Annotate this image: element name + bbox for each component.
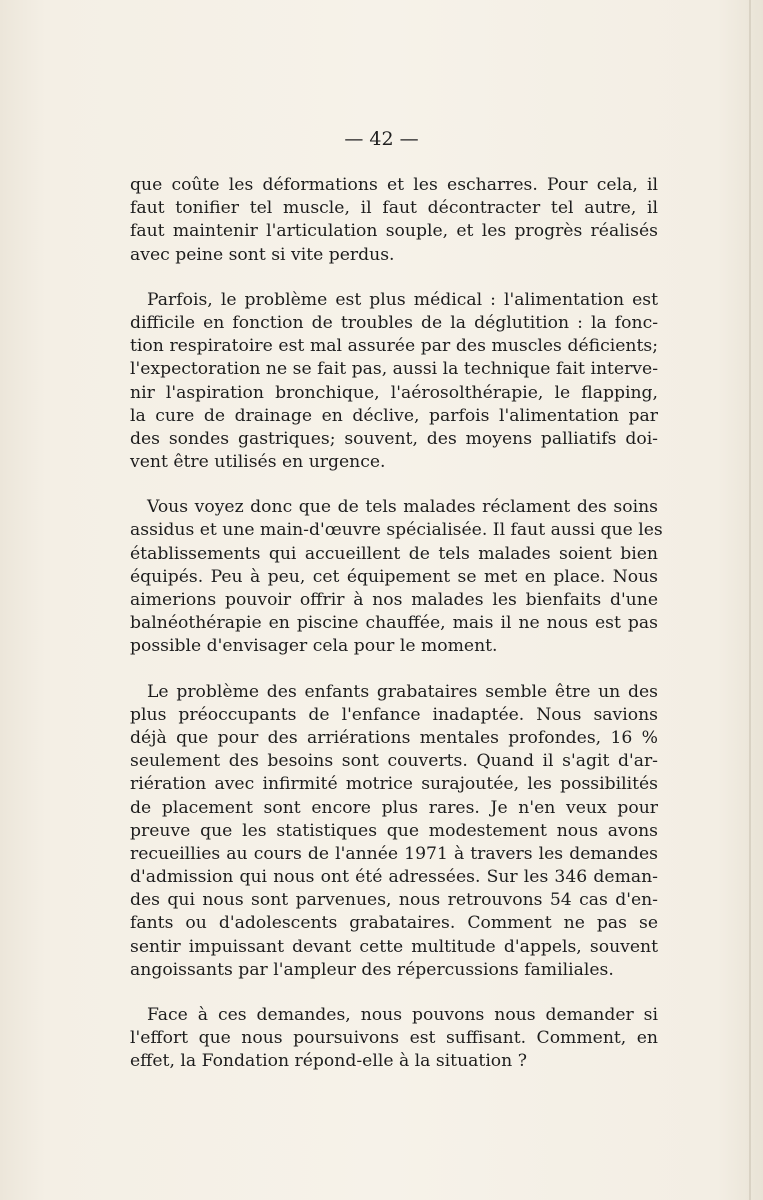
text-line: établissements qui accueillent de tels malades soient bien — [130, 543, 658, 564]
text-line: plus préoccupants de l'enfance inadaptée. Nous savions — [130, 704, 658, 725]
text-line: l'expectoration ne se fait pas, aussi la technique fait interve- — [130, 359, 658, 380]
text-line: nir l'aspiration bronchique, l'aérosolthérapie, le flapping, — [130, 382, 658, 403]
body-text — [130, 174, 663, 1096]
page-number: — 42 — — [344, 128, 419, 150]
text-line: balnéothérapie en piscine chauffée, mais il ne nous est pas — [130, 613, 658, 634]
text-line: riération avec infirmité motrice surajoutée, les possibilités — [130, 774, 658, 795]
text-line: vent être utilisés en urgence. — [130, 452, 386, 473]
text-line: d'admission qui nous ont été adressées. Sur les 346 deman- — [130, 867, 658, 888]
text-line: assidus et une main-d'œuvre spécialisée. Il faut aussi que les — [130, 520, 663, 541]
text-line: fants ou d'adolescents grabataires. Comment ne pas se — [130, 913, 658, 934]
page-fold-shadow — [749, 0, 751, 1200]
text-line: la cure de drainage en déclive, parfois l'alimentation par — [130, 405, 658, 426]
text-line: angoissants par l'ampleur des répercussions familiales. — [130, 959, 614, 980]
text-line: preuve que les statistiques que modestement nous avons — [130, 820, 658, 841]
paragraph-3 — [130, 496, 663, 658]
text-line: possible d'envisager cela pour le moment. — [130, 636, 498, 657]
text-line: de placement sont encore plus rares. Je n'en veux pour — [130, 797, 658, 818]
text-line: avec peine sont si vite perdus. — [130, 244, 395, 265]
text-line: difficile en fonction de troubles de la déglutition : la fonc- — [130, 312, 658, 333]
text-line: des sondes gastriques; souvent, des moyens palliatifs doi- — [130, 428, 658, 449]
paragraph-4 — [130, 681, 658, 982]
paragraph-1 — [130, 174, 658, 267]
text-line: Face à ces demandes, nous pouvons nous demander si — [147, 1005, 658, 1025]
text-line: aimerions pouvoir offrir à nos malades les bienfaits d'une — [130, 590, 658, 610]
text-line: faut tonifier tel muscle, il faut décontracter tel autre, il — [130, 198, 658, 219]
text-line: Parfois, le problème est plus médical : l'alimentation est — [147, 289, 658, 310]
text-line: l'effort que nous poursuivons est suffisant. Comment, en — [130, 1028, 658, 1049]
text-line: sentir impuissant devant cette multitude d'appels, souvent — [130, 936, 658, 957]
text-line: équipés. Peu à peu, cet équipement se met en place. Nous — [130, 566, 658, 587]
text-line: tion respiratoire est mal assurée par des muscles déficients; — [130, 336, 658, 357]
paragraph-2 — [130, 289, 658, 475]
text-line: effet, la Fondation répond-elle à la situation ? — [130, 1051, 527, 1072]
text-line: des qui nous sont parvenues, nous retrouvons 54 cas d'en- — [130, 890, 658, 911]
paragraph-5 — [130, 1004, 658, 1074]
text-line: Vous voyez donc que de tels malades réclament des soins — [147, 497, 658, 518]
text-line: recueillies au cours de l'année 1971 à travers les demandes — [130, 843, 658, 864]
text-line: Le problème des enfants grabataires semble être un des — [147, 681, 658, 702]
text-line: faut maintenir l'articulation souple, et les progrès réalisés — [130, 221, 658, 242]
text-line: que coûte les déformations et les escharres. Pour cela, il — [130, 175, 658, 195]
text-line: seulement des besoins sont couverts. Quand il s'agit d'ar- — [130, 751, 658, 772]
text-line: déjà que pour des arriérations mentales profondes, 16 % — [130, 727, 658, 748]
